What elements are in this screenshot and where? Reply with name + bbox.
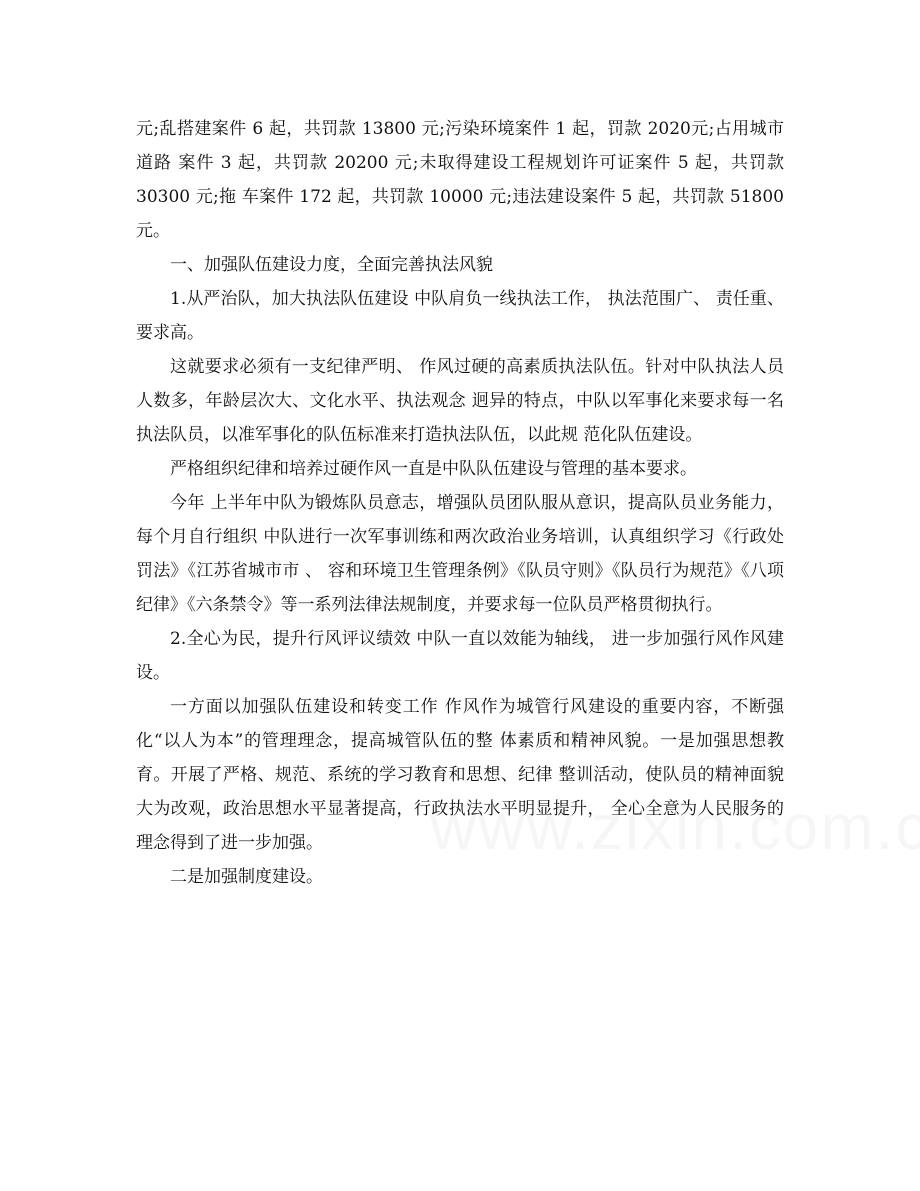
section-heading-1: 一、加强队伍建设力度，全面完善执法风貌 xyxy=(170,255,493,275)
paragraph-item-1: 1.从严治队，加大执法队伍建设 中队肩负一线执法工作， 执法范围广、 责任重、 要求高。 xyxy=(136,289,784,343)
paragraph-requirements: 严格组织纪律和培养过硬作风一直是中队队伍建设与管理的基本要求。 xyxy=(170,459,697,479)
paragraph-system-building: 二是加强制度建设。 xyxy=(170,867,323,887)
paragraph-training: 今年 上半年中队为锻炼队员意志，增强队员团队服从意识，提高队员业务能力，每个月自行组织 中队进行一次军事训练和两次政治业务培训，认真组织学习《行政处罚法》《江苏省城市市 、 容和环境卫生管理条例》《队员守则》《队员行为规范》《八项纪律》《六条禁令》等一系列法律法规制度，并要求每一位队员严格贯彻执行。 xyxy=(136,493,784,615)
paragraph-discipline: 这就要求必须有一支纪律严明、 作风过硬的高素质执法队伍。针对中队执法人员人数多，年龄层次大、文化水平、执法观念 迥异的特点，中队以军事化来要求每一名执法队员，以准军事化的队伍标准来打造执法队伍，以此规 范化队伍建设。 xyxy=(136,357,784,445)
paragraph-style-building: 一方面以加强队伍建设和转变工作 作风作为城管行风建设的重要内容，不断强化“以人为本”的管理理念，提高城管队伍的整 体素质和精神风貌。一是加强思想教育。开展了严格、规范、系统的学习教育和思想、纪律 整训活动，使队员的精神面貌大为改观，政治思想水平显著提高，行政执法水平明显提升， 全心全意为人民服务的理念得到了进一步加强。 xyxy=(136,697,784,853)
paragraph-fines-summary: 元;乱搭建案件 6 起，共罚款 13800 元;污染环境案件 1 起，罚款 2020元;占用城市道路 案件 3 起，共罚款 20200 元;未取得建设工程规划许可证案件 5 起，共罚款 30300 元;拖 车案件 172 起，共罚款 10000 元;违法建设案件 5 起，共罚款 51800 元。 xyxy=(136,119,784,241)
paragraph-item-2: 2.全心为民，提升行风评议绩效 中队一直以效能为轴线， 进一步加强行风作风建设。 xyxy=(136,629,784,683)
document-body xyxy=(136,112,784,894)
